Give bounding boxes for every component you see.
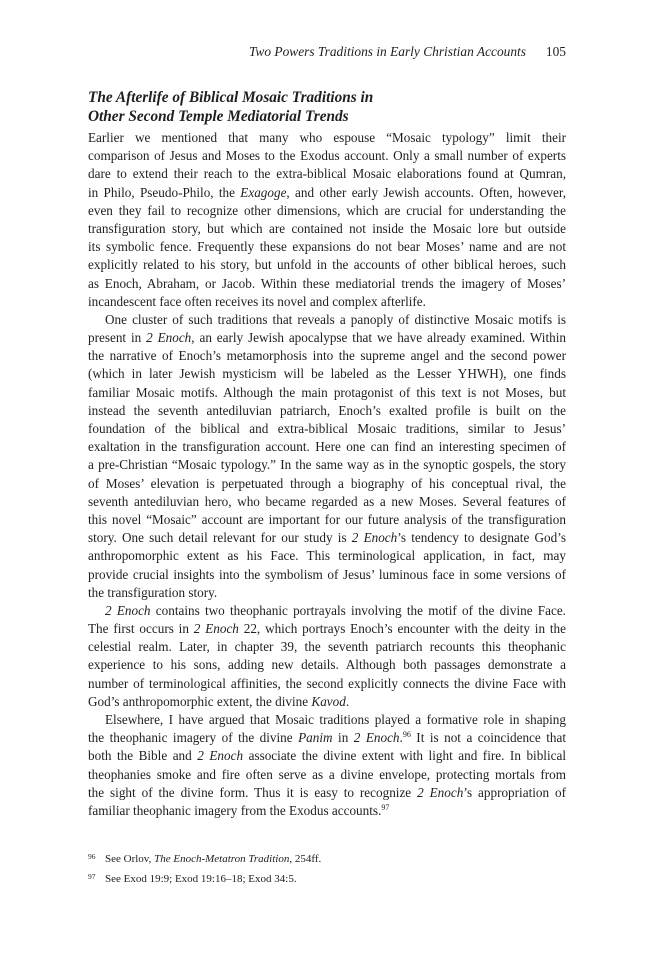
text-run: the narrative of Enoch’s metamorphosis into the supreme angel and the second power — [88, 348, 566, 364]
text-line — [88, 529, 566, 547]
footnote-number: 96 — [88, 852, 96, 861]
text-run: It is not a coincidence that — [410, 730, 566, 746]
text-line — [88, 329, 566, 347]
text-run: , an early Jewish apocalypse that we have already examined. Within — [191, 330, 566, 346]
text-run: instead the seventh antediluvian patriarch, Enoch’s exalted profile is built on the — [88, 402, 566, 418]
text-line — [88, 711, 566, 729]
footnotes — [88, 848, 566, 888]
text-line — [88, 729, 566, 747]
text-line — [88, 256, 566, 274]
italic-text: 2 Enoch — [417, 784, 464, 800]
text-line — [88, 566, 566, 584]
text-run: this novel “Mosaic” account are important for our future analysis of the transfiguration — [88, 511, 566, 527]
text-run: dare to extend their reach to the extra-biblical Mosaic elaborations found at Qumran, — [88, 166, 566, 182]
paragraph — [88, 711, 566, 820]
text-line — [88, 402, 566, 420]
text-line — [88, 129, 566, 147]
text-run: foundation of the biblical and extra-biblical Mosaic traditions, similar to Jesus’ — [88, 421, 566, 436]
text-run: exaltation in the transfiguration account. Here one can find an interesting specimen of — [88, 439, 566, 455]
text-run: ’s appropriation of — [463, 784, 566, 800]
text-run: God’s anthropomorphic extent, the divine — [88, 693, 312, 709]
text-line — [88, 584, 566, 602]
italic-text: Panim — [298, 730, 333, 746]
text-line — [88, 511, 566, 529]
text-run: comparison of Jesus and Moses to the Exodus account. Only a small number of experts — [88, 148, 566, 164]
text-run: story. One such detail relevant for our study is — [88, 530, 352, 546]
text-run: in — [332, 730, 354, 746]
text-line — [88, 456, 566, 474]
text-run: , and other early Jewish accounts. Often, however, — [286, 184, 566, 200]
text-run: See Exod 19:9; Exod 19:16–18; Exod 34:5. — [105, 873, 297, 885]
body-text — [88, 129, 566, 820]
text-line — [88, 693, 566, 711]
text-line — [88, 347, 566, 365]
running-header — [88, 44, 566, 64]
running-head-title: Two Powers Traditions in Early Christian Accounts — [248, 44, 526, 59]
text-run: Earlier we mentioned that many who espouse “Mosaic typology” limit their — [88, 130, 566, 145]
text-run: One cluster of such traditions that reveals a panoply of distinctive Mosaic motifs is — [105, 311, 566, 327]
italic-text: Exagoge — [240, 184, 287, 200]
text-line — [88, 620, 566, 638]
text-line — [88, 165, 566, 183]
text-run: a pre-Christian “Mosaic typology.” In the same way as in the synoptic gospels, the story — [88, 457, 566, 473]
text-line — [88, 238, 566, 256]
page-number: 105 — [545, 44, 566, 59]
footnote-number: 97 — [88, 872, 96, 881]
text-run: associate the divine extent with light and fire. In biblical — [243, 748, 566, 764]
text-run: as Enoch, Abraham, or Jacob. Within these mediatorial trends the imagery of Moses’ — [88, 275, 566, 291]
text-run: its symbolic fence. Frequently these expansions do not bear Moses’ name and are not — [88, 239, 566, 255]
text-line — [88, 602, 566, 620]
text-run: ’s tendency to designate God’s — [397, 530, 566, 546]
italic-text: The Enoch-Metatron Tradition — [154, 853, 290, 865]
text-run: , 254ff. — [289, 853, 322, 865]
text-run: the transfiguration story. — [88, 584, 218, 600]
footnote — [88, 848, 566, 868]
text-line — [88, 220, 566, 238]
paragraph — [88, 311, 566, 602]
text-run: . — [345, 693, 350, 709]
text-run: of Moses’ elevation is perpetuated through a biography of his conceptual rival, the — [88, 475, 566, 491]
text-line — [88, 202, 566, 220]
italic-text: 2 Enoch — [351, 530, 398, 546]
section-heading — [88, 88, 566, 126]
text-run: provide crucial insights into the symbolism of Jesus’ luminous face in some versions of — [88, 566, 566, 582]
text-run: theophanies smoke and fire often serve as a divine envelope, protecting mortals from — [88, 766, 566, 782]
text-line — [88, 420, 566, 438]
text-run: number of terminological affinities, the second explicitly connects the divine Face with — [88, 675, 566, 691]
section-heading-line-2: Other Second Temple Mediatorial Trends — [88, 108, 349, 125]
text-line — [88, 493, 566, 511]
italic-text: 2 Enoch — [146, 330, 192, 346]
text-line — [88, 365, 566, 383]
italic-text: 2 Enoch — [105, 602, 151, 618]
footnote-ref[interactable]: 97 — [381, 802, 390, 812]
text-run: contains two theophanic portrayals involving the motif of the divine Face. — [150, 602, 566, 618]
italic-text: Kavod — [311, 693, 346, 709]
text-run: The first occurs in — [88, 621, 194, 637]
text-line — [88, 475, 566, 493]
text-run: explicitly related to his story, but unfold in the accounts of other biblical heroes, such — [88, 257, 566, 273]
italic-text: 2 Enoch — [197, 748, 244, 764]
text-run: celestial realm. Later, in chapter 39, the seventh patriarch recounts this theophanic — [88, 639, 566, 655]
footnote — [88, 868, 566, 888]
text-run: 22, which portrays Enoch’s encounter with the deity in the — [238, 621, 566, 637]
italic-text: 2 Enoch — [353, 730, 400, 746]
text-run: familiar theophanic imagery from the Exodus accounts. — [88, 802, 382, 818]
text-line — [88, 275, 566, 293]
text-run: transfiguration story, but which are contained not inside the Mosaic lore but outside — [88, 220, 566, 236]
text-run: in Philo, Pseudo-Philo, the — [88, 184, 241, 200]
text-line — [88, 184, 566, 202]
text-run: anthropomorphic extent as his Face. This terminological application, in fact, may — [88, 548, 566, 564]
text-run: both the Bible and — [88, 748, 198, 764]
text-run: See Orlov, — [105, 853, 155, 865]
text-line — [88, 638, 566, 656]
text-line — [88, 784, 566, 802]
italic-text: 2 Enoch — [193, 621, 239, 637]
text-run: experience to his sons, adding new details. Although both passages demonstrate a — [88, 657, 566, 673]
text-line — [88, 384, 566, 402]
text-line — [88, 656, 566, 674]
text-line — [88, 766, 566, 784]
text-run: even they fail to recognize other dimensions, which are crucial for understanding the — [88, 202, 566, 218]
text-line — [88, 747, 566, 765]
paragraph — [88, 602, 566, 711]
text-run: the theophanic imagery of the divine — [88, 730, 299, 746]
text-run: incandescent face often receives its novel and complex afterlife. — [88, 293, 426, 309]
footnote-ref[interactable]: 96 — [402, 730, 411, 740]
text-line — [88, 802, 566, 820]
text-line — [88, 547, 566, 565]
text-line — [88, 438, 566, 456]
text-run: familiar Mosaic motifs. Although the main protagonist of this text is not Moses, but — [88, 384, 566, 400]
paragraph — [88, 129, 566, 311]
text-run: present in — [88, 330, 147, 346]
text-run: the sight of the divine form. Thus it is easy to recognize — [88, 784, 418, 800]
text-run: (which in later Jewish mysticism will be labeled as the Lesser YHWH), one finds — [88, 366, 566, 382]
text-line — [88, 311, 566, 329]
text-run: Elsewhere, I have argued that Mosaic traditions played a formative role in shaping — [105, 712, 566, 727]
text-run: . — [399, 730, 403, 746]
text-run: seventh antediluvian hero, who became regarded as a new Moses. Several features of — [88, 493, 566, 509]
text-line — [88, 293, 566, 311]
text-line — [88, 675, 566, 693]
text-line — [88, 147, 566, 165]
section-heading-line-1: The Afterlife of Biblical Mosaic Traditions in — [88, 89, 374, 106]
